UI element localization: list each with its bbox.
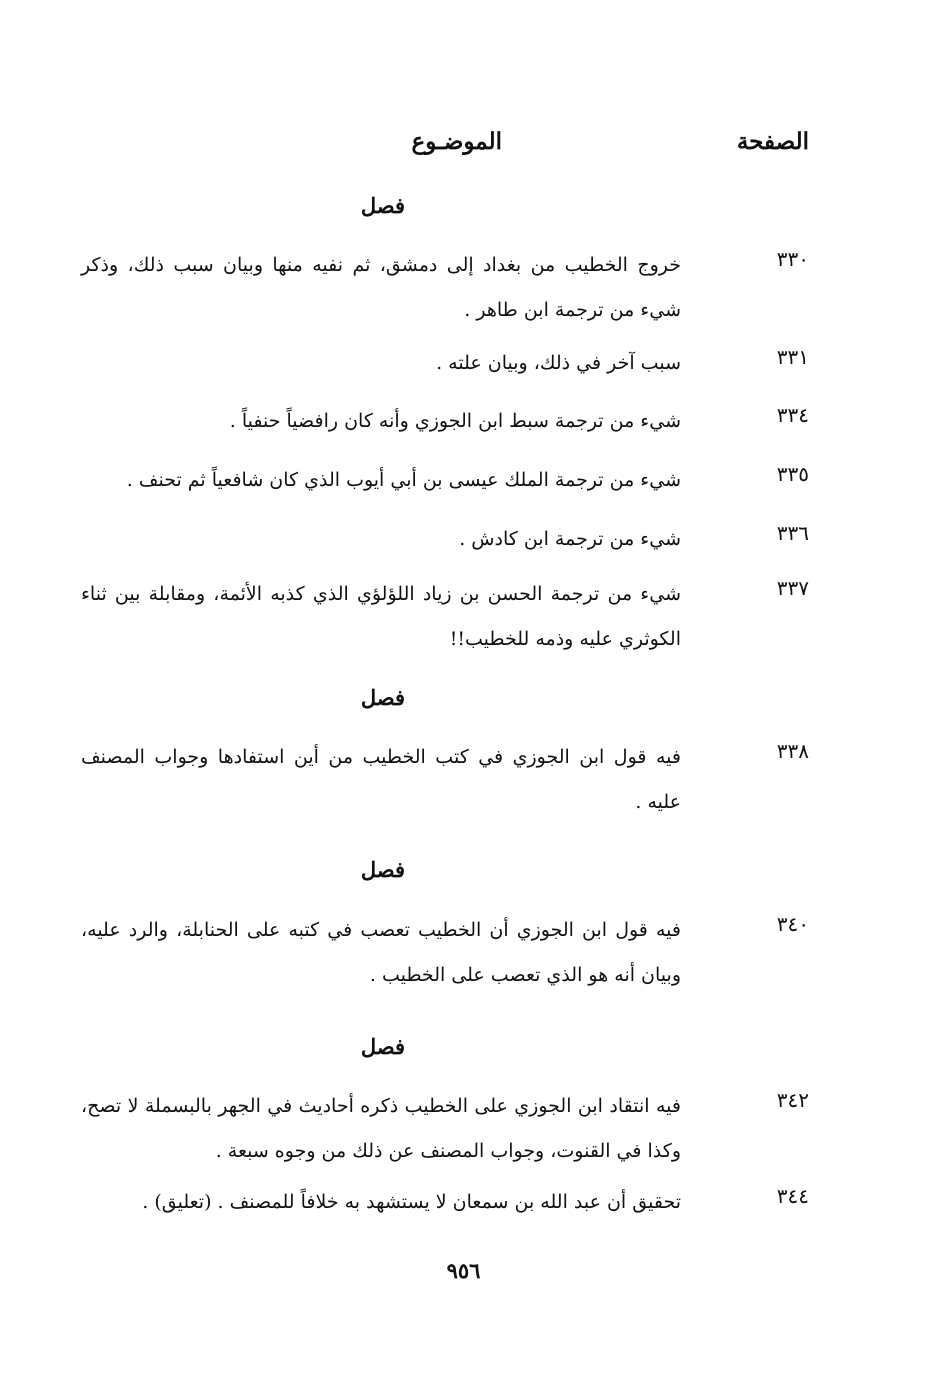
entry-text: تحقيق أن عبد الله بن سمعان لا يستشهد به خلافاً للمصنف . (تعليق) . — [142, 1191, 681, 1213]
entry-page-number: ٣٣٦ — [776, 521, 809, 545]
entry-text: فيه قول ابن الجوزي في كتب الخطيب من أين استفادها وجواب المصنف عليه . — [81, 746, 681, 813]
section-heading: فصل — [360, 685, 405, 710]
entry-page-number: ٣٣١ — [776, 345, 809, 369]
entry-text: فيه قول ابن الجوزي أن الخطيب تعصب في كتبه على الحنابلة، والرد عليه، وبيان أنه هو الذي تعصب على الخطيب . — [81, 919, 681, 986]
section-heading: فصل — [360, 1034, 405, 1059]
toc-entry — [81, 517, 809, 562]
entry-text: خروج الخطيب من بغداد إلى دمشق، ثم نفيه منها وبيان سبب ذلك، وذكر شيء من ترجمة ابن طاهر . — [81, 254, 681, 321]
toc-entry — [81, 735, 809, 825]
column-header-page: الصفحة — [736, 128, 809, 155]
entry-page-number: ٣٣٤ — [776, 403, 809, 427]
page-number: ٩٥٦ — [446, 1258, 481, 1283]
section-heading: فصل — [360, 857, 405, 882]
toc-entry — [81, 1180, 809, 1225]
entry-text: فيه انتقاد ابن الجوزي على الخطيب ذكره أحاديث في الجهر بالبسملة لا تصح، وكذا في القنوت، وجواب المصنف عن ذلك من وجوه سبعة . — [81, 1095, 681, 1162]
toc-entry — [81, 399, 809, 444]
entry-page-number: ٣٣٥ — [776, 462, 809, 486]
entry-text: شيء من ترجمة سبط ابن الجوزي وأنه كان رافضياً حنفياً . — [229, 410, 681, 432]
toc-entry — [81, 458, 809, 503]
entry-page-number: ٣٣٧ — [776, 576, 809, 600]
toc-entry — [81, 572, 809, 662]
toc-entry — [81, 243, 809, 333]
entry-page-number: ٣٣٠ — [776, 247, 809, 271]
column-header-topic: الموضـوع — [411, 128, 502, 155]
entry-page-number: ٣٤٤ — [776, 1184, 809, 1208]
toc-entry — [81, 1084, 809, 1174]
entry-text: شيء من ترجمة الملك عيسى بن أبي أيوب الذي كان شافعياً ثم تحنف . — [126, 469, 681, 491]
toc-entry — [81, 341, 809, 386]
entry-text: شيء من ترجمة ابن كادش . — [459, 528, 681, 550]
entry-text: سبب آخر في ذلك، وبيان علته . — [436, 352, 681, 374]
toc-entry — [81, 908, 809, 998]
entry-page-number: ٣٣٨ — [776, 739, 809, 763]
entry-page-number: ٣٤٢ — [776, 1088, 809, 1112]
entry-page-number: ٣٤٠ — [776, 912, 809, 936]
section-heading: فصل — [360, 193, 405, 218]
entry-text: شيء من ترجمة الحسن بن زياد اللؤلؤي الذي كذبه الأئمة، ومقابلة بين ثناء الكوثري عليه وذمه للخطيب!! — [81, 583, 681, 650]
